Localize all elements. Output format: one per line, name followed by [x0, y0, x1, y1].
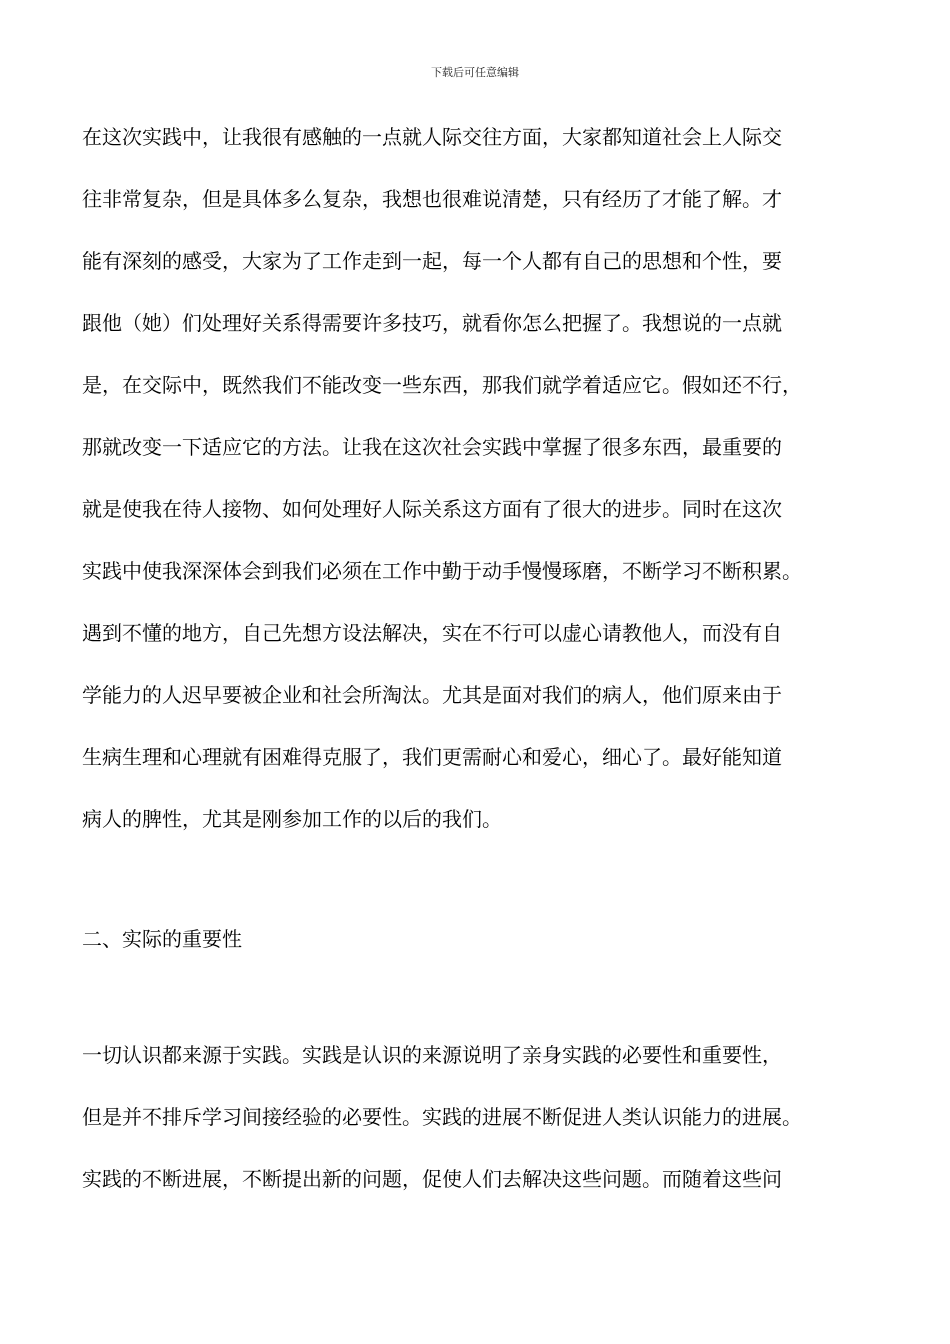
text-line: 那就改变一下适应它的方法。让我在这次社会实践中掌握了很多东西，最重要的	[82, 435, 782, 459]
paragraph-practice-importance	[82, 1024, 882, 1210]
text-line: 能有深刻的感受，大家为了工作走到一起，每一个人都有自己的思想和个性，要	[82, 249, 782, 273]
section-heading: 二、实际的重要性	[82, 927, 242, 951]
text-line: 病人的脾性，尤其是刚参加工作的以后的我们。	[82, 807, 502, 831]
text-line: 在这次实践中，让我很有感触的一点就人际交往方面，大家都知道社会上人际交	[82, 125, 782, 149]
text-line: 是，在交际中，既然我们不能改变一些东西，那我们就学着适应它。假如还不行，	[82, 373, 802, 397]
text-line: 遇到不懂的地方，自己先想方设法解决，实在不行可以虚心请教他人，而没有自	[82, 621, 782, 645]
paragraph-interpersonal	[82, 106, 882, 850]
text-line: 一切认识都来源于实践。实践是认识的来源说明了亲身实践的必要性和重要性，	[82, 1043, 782, 1067]
text-line: 学能力的人迟早要被企业和社会所淘汰。尤其是面对我们的病人，他们原来由于	[82, 683, 782, 707]
text-line: 跟他（她）们处理好关系得需要许多技巧，就看你怎么把握了。我想说的一点就	[82, 311, 782, 335]
text-line: 往非常复杂，但是具体多么复杂，我想也很难说清楚，只有经历了才能了解。才	[82, 187, 782, 211]
page-header: 下载后可任意编辑	[431, 66, 519, 79]
text-line: 实践的不断进展，不断提出新的问题，促使人们去解决这些问题。而随着这些问	[82, 1167, 782, 1191]
text-line: 生病生理和心理就有困难得克服了，我们更需耐心和爱心，细心了。最好能知道	[82, 745, 782, 769]
text-line: 实践中使我深深体会到我们必须在工作中勤于动手慢慢琢磨，不断学习不断积累。	[82, 559, 802, 583]
text-line: 就是使我在待人接物、如何处理好人际关系这方面有了很大的进步。同时在这次	[82, 497, 782, 521]
text-line: 但是并不排斥学习间接经验的必要性。实践的进展不断促进人类认识能力的进展。	[82, 1105, 802, 1129]
